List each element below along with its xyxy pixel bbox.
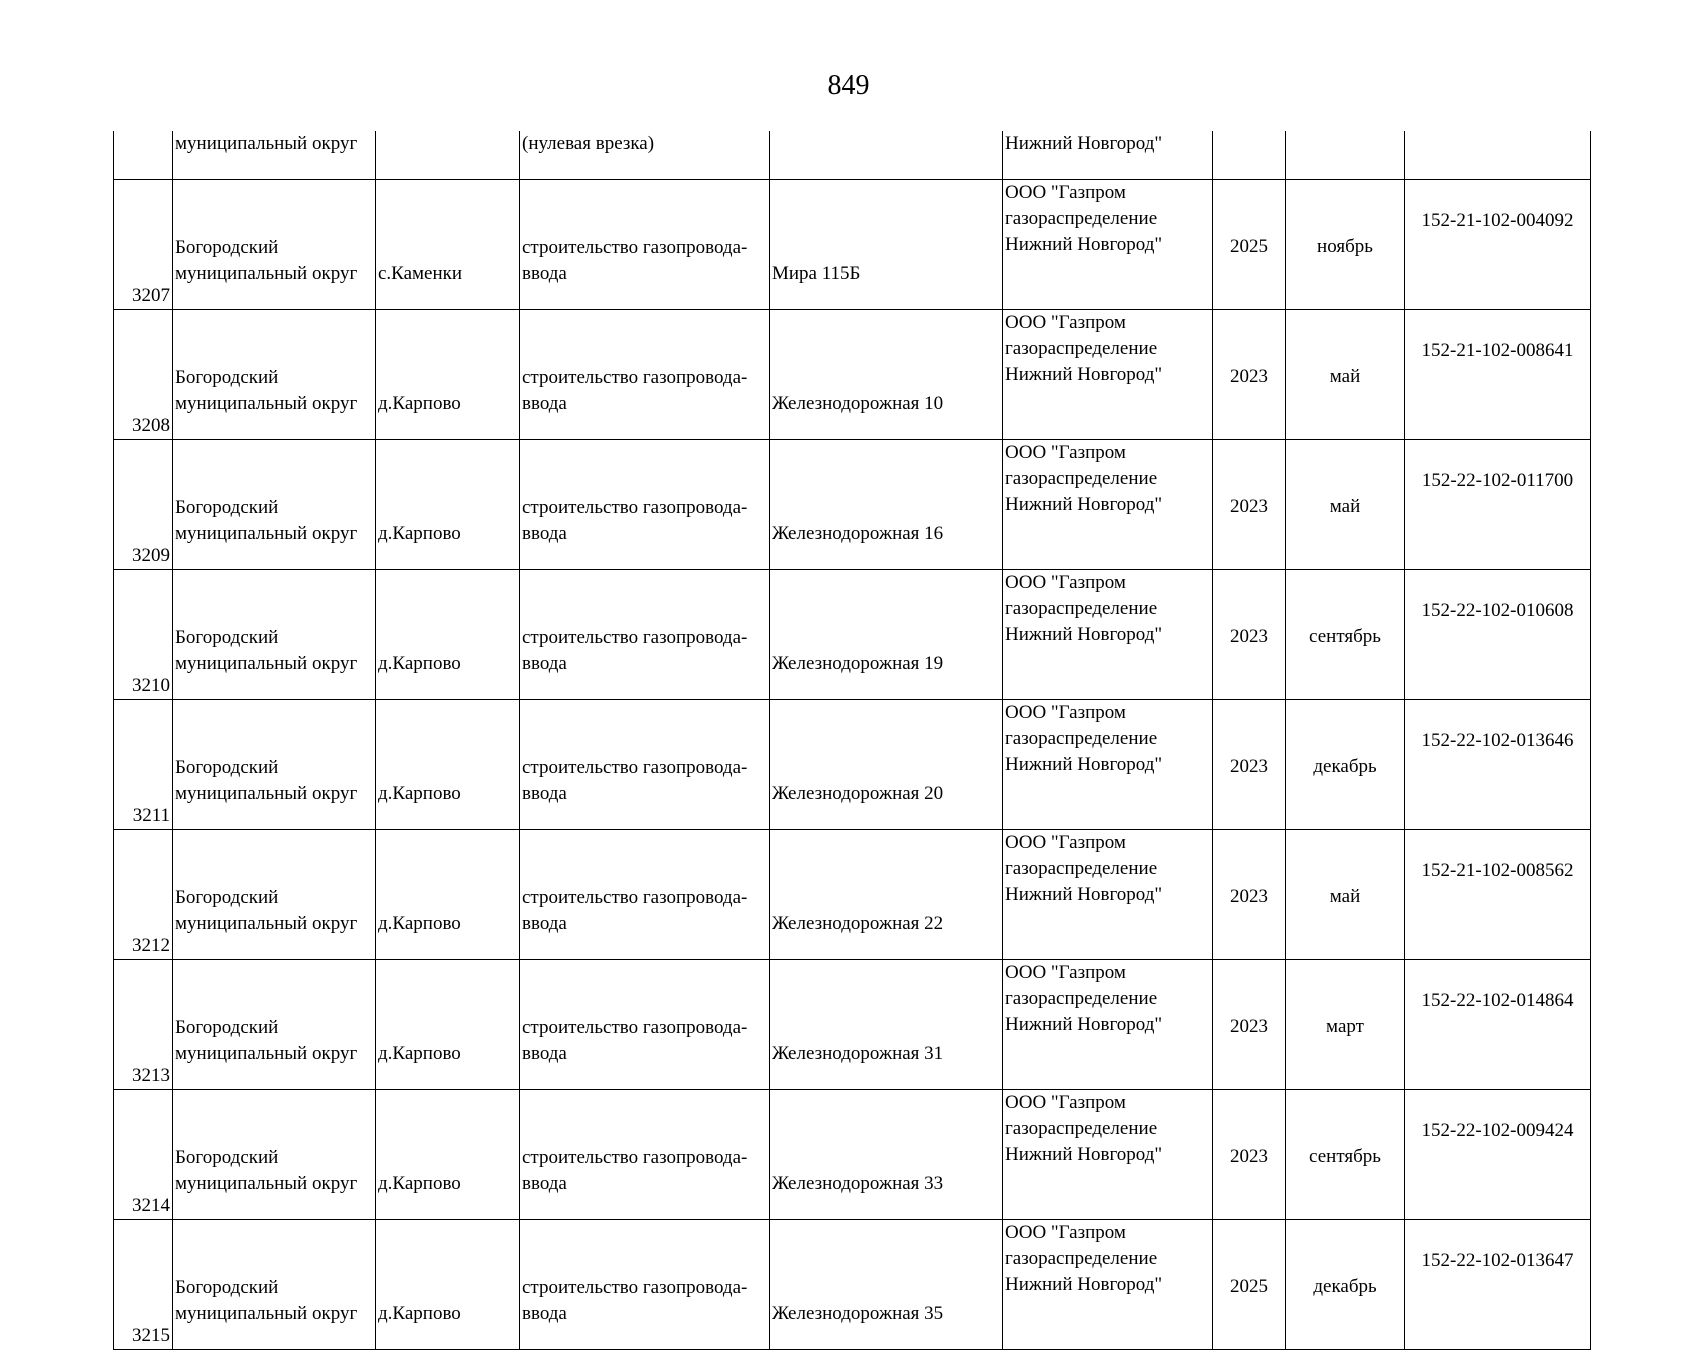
district-line: муниципальный округ <box>175 1173 358 1194</box>
year-text: 2023 <box>1230 495 1268 517</box>
cell-district <box>173 310 376 440</box>
org-line: ООО "Газпром <box>1005 442 1126 463</box>
settlement-text: д.Карпово <box>378 1043 461 1064</box>
cell-num <box>114 1090 173 1220</box>
cell-num <box>114 700 173 830</box>
settlement-text: д.Карпово <box>378 393 461 414</box>
cell-month <box>1286 1220 1405 1350</box>
cell-code <box>1405 131 1591 180</box>
cell-settlement <box>376 830 520 960</box>
work-line: ввода <box>522 1043 567 1064</box>
table-row <box>114 1220 1591 1350</box>
cell-address <box>770 830 1003 960</box>
cell-code <box>1405 700 1591 830</box>
cell-work <box>520 570 770 700</box>
org-line: Нижний Новгород" <box>1005 624 1163 645</box>
cell-district <box>173 1220 376 1350</box>
cell-month <box>1286 570 1405 700</box>
row-number: 3207 <box>132 285 170 306</box>
cell-year <box>1213 310 1286 440</box>
org-line: Нижний Новгород" <box>1005 1014 1163 1035</box>
cell-year <box>1213 131 1286 180</box>
cell-num <box>114 960 173 1090</box>
org-line: газораспределение <box>1005 1248 1158 1269</box>
org-line: Нижний Новгород" <box>1005 884 1163 905</box>
cell-num <box>114 1220 173 1350</box>
cell-num <box>114 830 173 960</box>
cell-year <box>1213 180 1286 310</box>
cell-work <box>520 180 770 310</box>
cell-code <box>1405 960 1591 1090</box>
table-row <box>114 1090 1591 1220</box>
year-text: 2023 <box>1230 755 1268 777</box>
cell-address <box>770 131 1003 180</box>
cell-month <box>1286 131 1405 180</box>
cell-organization <box>1003 180 1213 310</box>
work-line: ввода <box>522 1173 567 1194</box>
address-text: Железнодорожная 35 <box>772 1303 944 1324</box>
cell-year <box>1213 960 1286 1090</box>
cell-num <box>114 180 173 310</box>
cell-month <box>1286 310 1405 440</box>
address-text: Железнодорожная 22 <box>772 913 944 934</box>
district-line: Богородский <box>175 237 279 258</box>
year-text: 2023 <box>1230 1145 1268 1167</box>
org-line: ООО "Газпром <box>1005 702 1126 723</box>
cell-settlement <box>376 180 520 310</box>
address-text: Железнодорожная 19 <box>772 653 944 674</box>
org-line: ООО "Газпром <box>1005 1222 1126 1243</box>
district-line: Богородский <box>175 497 279 518</box>
org-line: газораспределение <box>1005 208 1158 229</box>
work-line: ввода <box>522 523 567 544</box>
district-line: муниципальный округ <box>175 393 358 414</box>
table-row <box>114 440 1591 570</box>
cell-year <box>1213 1090 1286 1220</box>
address-text: Железнодорожная 31 <box>772 1043 944 1064</box>
address-text: Железнодорожная 10 <box>772 393 944 414</box>
cell-work <box>520 1220 770 1350</box>
row-number: 3214 <box>132 1195 170 1216</box>
settlement-text: д.Карпово <box>378 523 461 544</box>
cell-num <box>114 570 173 700</box>
cell-district <box>173 960 376 1090</box>
cell-work <box>520 700 770 830</box>
org-line: газораспределение <box>1005 468 1158 489</box>
cell-num <box>114 310 173 440</box>
code-text: 152-21-102-008562 <box>1421 860 1574 881</box>
work-line: строительство газопровода- <box>522 1017 748 1038</box>
address-text: Железнодорожная 20 <box>772 783 944 804</box>
code-text: 152-21-102-008641 <box>1421 340 1574 361</box>
cell-settlement <box>376 1220 520 1350</box>
cell-code <box>1405 310 1591 440</box>
code-text: 152-22-102-010608 <box>1421 600 1574 621</box>
cell-organization <box>1003 830 1213 960</box>
district-line: Богородский <box>175 627 279 648</box>
cell-settlement <box>376 310 520 440</box>
cell-settlement <box>376 700 520 830</box>
org-line: ООО "Газпром <box>1005 962 1126 983</box>
cell-settlement <box>376 131 520 180</box>
org-line: Нижний Новгород" <box>1005 364 1163 385</box>
address-text: Железнодорожная 33 <box>772 1173 944 1194</box>
month-text: декабрь <box>1313 755 1377 777</box>
cell-address <box>770 570 1003 700</box>
code-text: 152-22-102-011700 <box>1421 470 1574 491</box>
month-text: декабрь <box>1313 1275 1377 1297</box>
district-line: Богородский <box>175 1017 279 1038</box>
gasification-table <box>113 131 1591 1350</box>
cell-month <box>1286 700 1405 830</box>
cell-code <box>1405 830 1591 960</box>
row-number: 3209 <box>132 545 170 566</box>
cell-settlement <box>376 570 520 700</box>
cell-code <box>1405 1090 1591 1220</box>
district-line: муниципальный округ <box>175 783 358 804</box>
row-number: 3213 <box>132 1065 170 1086</box>
org-line: ООО "Газпром <box>1005 1092 1126 1113</box>
org-line: ООО "Газпром <box>1005 312 1126 333</box>
settlement-text: д.Карпово <box>378 783 461 804</box>
address-text: Железнодорожная 16 <box>772 523 944 544</box>
district-line: муниципальный округ <box>175 653 358 674</box>
month-text: март <box>1326 1015 1364 1037</box>
month-text: сентябрь <box>1309 625 1381 647</box>
cell-work <box>520 440 770 570</box>
org-line: ООО "Газпром <box>1005 182 1126 203</box>
table-row <box>114 830 1591 960</box>
district-line: муниципальный округ <box>175 1303 358 1324</box>
year-text: 2025 <box>1230 235 1268 257</box>
cell-year <box>1213 830 1286 960</box>
cell-address <box>770 310 1003 440</box>
settlement-text: д.Карпово <box>378 1303 461 1324</box>
org-line: газораспределение <box>1005 988 1158 1009</box>
work-line: ввода <box>522 393 567 414</box>
district-line: муниципальный округ <box>175 1043 358 1064</box>
year-text: 2023 <box>1230 625 1268 647</box>
row-number: 3210 <box>132 675 170 696</box>
year-text: 2023 <box>1230 365 1268 387</box>
cell-district <box>173 180 376 310</box>
work-line: ввода <box>522 263 567 284</box>
cell-organization <box>1003 570 1213 700</box>
code-text: 152-21-102-004092 <box>1421 210 1574 231</box>
org-line: Нижний Новгород" <box>1005 1274 1163 1295</box>
settlement-text: с.Каменки <box>378 263 463 284</box>
settlement-text: д.Карпово <box>378 1173 461 1194</box>
work-line: строительство газопровода- <box>522 627 748 648</box>
month-text: май <box>1329 885 1361 907</box>
cell-settlement <box>376 1090 520 1220</box>
row-number: 3212 <box>132 935 170 956</box>
work-line: строительство газопровода- <box>522 887 748 908</box>
cell-address <box>770 1090 1003 1220</box>
org-line: газораспределение <box>1005 858 1158 879</box>
table-row <box>114 310 1591 440</box>
row-number: 3215 <box>132 1325 170 1346</box>
settlement-text: д.Карпово <box>378 913 461 934</box>
cell-month <box>1286 180 1405 310</box>
district-line: Богородский <box>175 757 279 778</box>
row-number: 3211 <box>132 805 170 826</box>
code-text: 152-22-102-013646 <box>1421 730 1574 751</box>
month-text: ноябрь <box>1317 235 1373 257</box>
work-line: строительство газопровода- <box>522 1147 748 1168</box>
org-line: Нижний Новгород" <box>1005 754 1163 775</box>
month-text: май <box>1329 495 1361 517</box>
cell-settlement <box>376 960 520 1090</box>
table-row <box>114 700 1591 830</box>
district-line: муниципальный округ <box>175 913 358 934</box>
work-line: строительство газопровода- <box>522 757 748 778</box>
cell-work <box>520 310 770 440</box>
table-row <box>114 570 1591 700</box>
org-line: ООО "Газпром <box>1005 832 1126 853</box>
district-line: Богородский <box>175 1147 279 1168</box>
year-text: 2025 <box>1230 1275 1268 1297</box>
district-line: Богородский <box>175 367 279 388</box>
cell-organization <box>1003 440 1213 570</box>
cell-district <box>173 700 376 830</box>
district-line: муниципальный округ <box>175 523 358 544</box>
cell-address <box>770 960 1003 1090</box>
work-line: ввода <box>522 913 567 934</box>
work-line: строительство газопровода- <box>522 1277 748 1298</box>
cell-work <box>520 830 770 960</box>
month-text: май <box>1329 365 1361 387</box>
cell-address <box>770 1220 1003 1350</box>
cell-district <box>173 440 376 570</box>
cell-address <box>770 180 1003 310</box>
year-text: 2023 <box>1230 1015 1268 1037</box>
cell-organization: Нижний Новгород" <box>1003 131 1213 180</box>
month-text: сентябрь <box>1309 1145 1381 1167</box>
org-line: газораспределение <box>1005 1118 1158 1139</box>
cell-work <box>520 1090 770 1220</box>
code-text: 152-22-102-014864 <box>1421 990 1574 1011</box>
work-line: ввода <box>522 783 567 804</box>
row-number: 3208 <box>132 415 170 436</box>
org-line: газораспределение <box>1005 728 1158 749</box>
work-line: ввода <box>522 653 567 674</box>
org-line: газораспределение <box>1005 338 1158 359</box>
cell-work <box>520 960 770 1090</box>
cell-district <box>173 830 376 960</box>
cell-code <box>1405 440 1591 570</box>
district-line: Богородский <box>175 1277 279 1298</box>
address-text: Мира 115Б <box>772 263 861 284</box>
cell-num <box>114 440 173 570</box>
table-row <box>114 180 1591 310</box>
year-text: 2023 <box>1230 885 1268 907</box>
cell-month <box>1286 1090 1405 1220</box>
cell-code <box>1405 180 1591 310</box>
cell-organization <box>1003 960 1213 1090</box>
cell-code <box>1405 1220 1591 1350</box>
cell-code <box>1405 570 1591 700</box>
cell-organization <box>1003 1220 1213 1350</box>
cell-address <box>770 440 1003 570</box>
work-line: строительство газопровода- <box>522 367 748 388</box>
cell-organization <box>1003 310 1213 440</box>
code-text: 152-22-102-009424 <box>1421 1120 1574 1141</box>
work-line: строительство газопровода- <box>522 237 748 258</box>
cell-settlement <box>376 440 520 570</box>
cell-year <box>1213 1220 1286 1350</box>
work-line: строительство газопровода- <box>522 497 748 518</box>
org-line: ООО "Газпром <box>1005 572 1126 593</box>
district-line: муниципальный округ <box>175 263 358 284</box>
cell-district: муниципальный округ <box>173 131 376 180</box>
page-number: 849 <box>827 70 870 101</box>
cell-year <box>1213 570 1286 700</box>
cell-district <box>173 570 376 700</box>
cell-address <box>770 700 1003 830</box>
cell-organization <box>1003 700 1213 830</box>
cell-num <box>114 131 173 180</box>
org-line: Нижний Новгород" <box>1005 234 1163 255</box>
org-line: Нижний Новгород" <box>1005 494 1163 515</box>
cell-year <box>1213 700 1286 830</box>
cell-organization <box>1003 1090 1213 1220</box>
org-line: Нижний Новгород" <box>1005 1144 1163 1165</box>
cell-month <box>1286 440 1405 570</box>
district-line: Богородский <box>175 887 279 908</box>
table-row <box>114 960 1591 1090</box>
code-text: 152-22-102-013647 <box>1421 1250 1574 1271</box>
settlement-text: д.Карпово <box>378 653 461 674</box>
cell-month <box>1286 960 1405 1090</box>
cell-year <box>1213 440 1286 570</box>
cell-district <box>173 1090 376 1220</box>
cell-month <box>1286 830 1405 960</box>
org-line: газораспределение <box>1005 598 1158 619</box>
work-line: ввода <box>522 1303 567 1324</box>
continuation-row <box>114 131 1591 180</box>
cell-work: (нулевая врезка) <box>520 131 770 180</box>
